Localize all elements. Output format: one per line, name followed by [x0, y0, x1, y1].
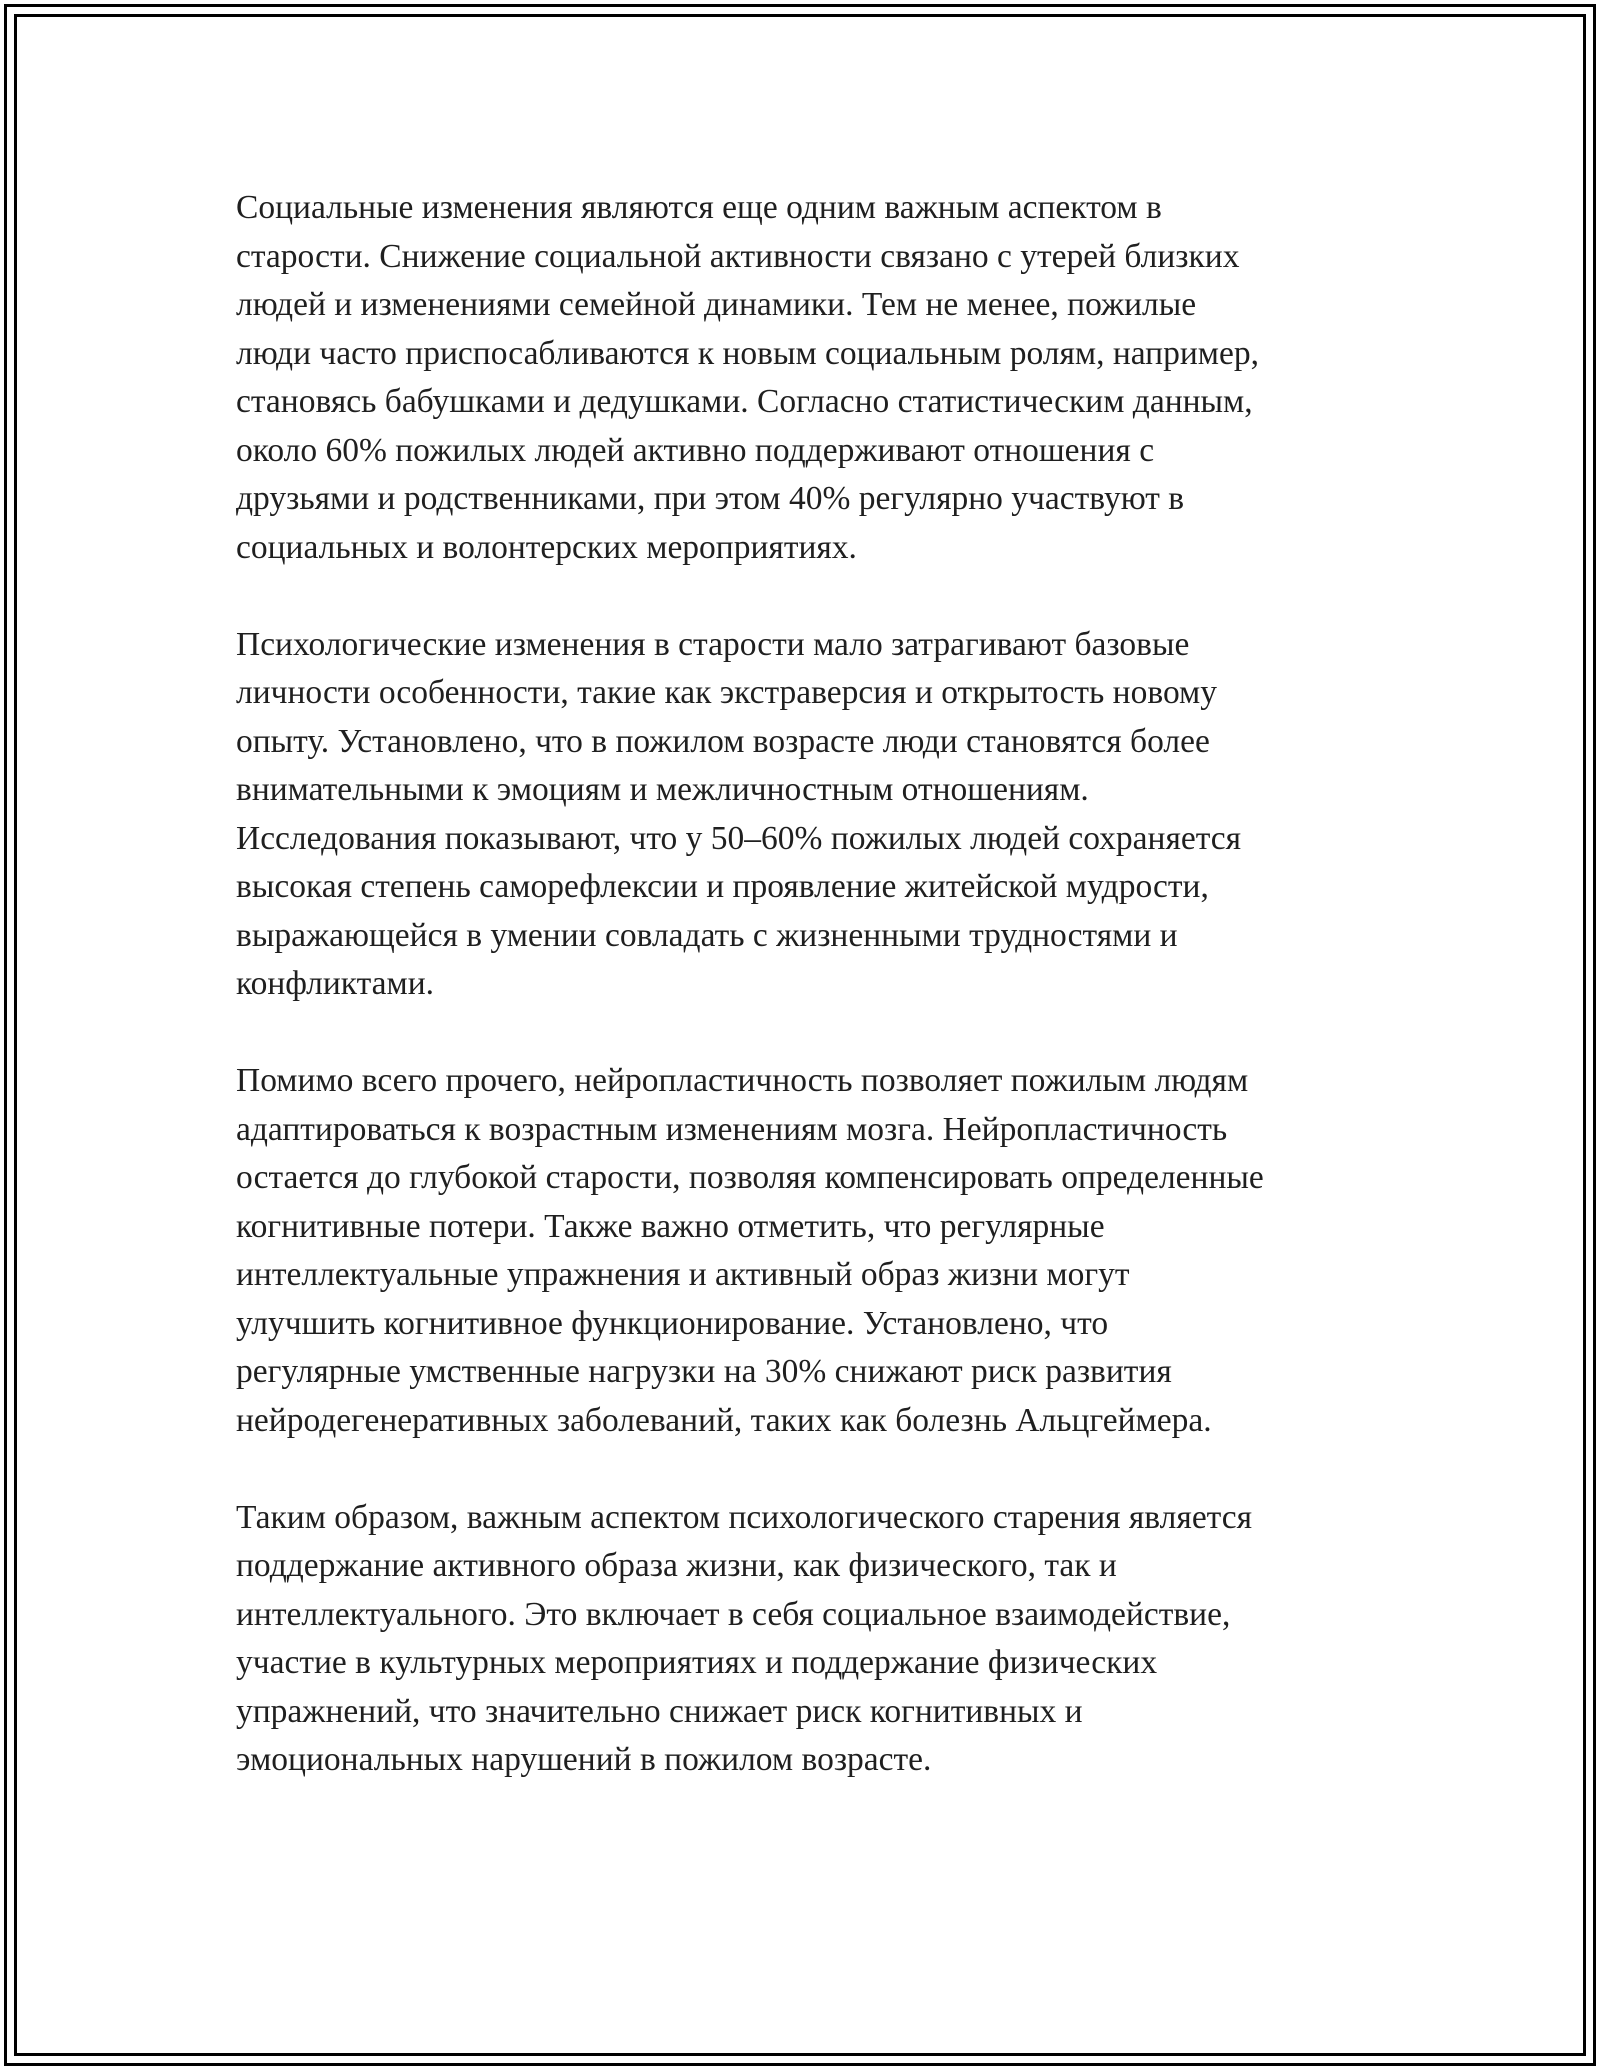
paragraph-social-changes: Социальные изменения являются еще одним важным аспектом в старости. Снижение социальной активности связано с утерей близких людей и изменениями семейной динамики. Тем не менее, пожилые люди часто приспосабливаются к новым социальным ролям, например, становясь бабушками и дедушками. Согласно статистическим данным, около 60% пожилых людей активно поддерживают отношения с друзьями и родственниками, при этом 40% регулярно участвуют в социальных и волонтерских мероприятиях. — [236, 189, 1259, 566]
paragraph-conclusion: Таким образом, важным аспектом психологического старения является поддержание активного образа жизни, как физического, так и интеллектуального. Это включает в себя социальное взаимодействие, участие в культурных мероприятиях и поддержание физических упражнений, что значительно снижает риск когнитивных и эмоциональных нарушений в пожилом возрасте. — [236, 1498, 1253, 1778]
paragraph-neuroplasticity: Помимо всего прочего, нейропластичность позволяет пожилым людям адаптироваться к возрастным изменениям мозга. Нейропластичность остается до глубокой старости, позволяя компенсировать определенные когнитивные потери. Также важно отметить, что регулярные интеллектуальные упражнения и активный образ жизни могут улучшить когнитивное функционирование. Установлено, что регулярные умственные нагрузки на 30% снижают риск развития нейродегенеративных заболеваний, таких как болезнь Альцгеймера. — [236, 1062, 1264, 1439]
paragraph-psychological-changes: Психологические изменения в старости мало затрагивают базовые личности особенности, такие как экстраверсия и открытость новому опыту. Установлено, что в пожилом возрасте люди становятся более внимательными к эмоциям и межличностным отношениям. Исследования показывают, что у 50–60% пожилых людей сохраняется высокая степень саморефлексии и проявление житейской мудрости, выражающейся в умении совладать с жизненными трудностями и конфликтами. — [236, 625, 1242, 1002]
document-body — [236, 184, 1386, 1833]
